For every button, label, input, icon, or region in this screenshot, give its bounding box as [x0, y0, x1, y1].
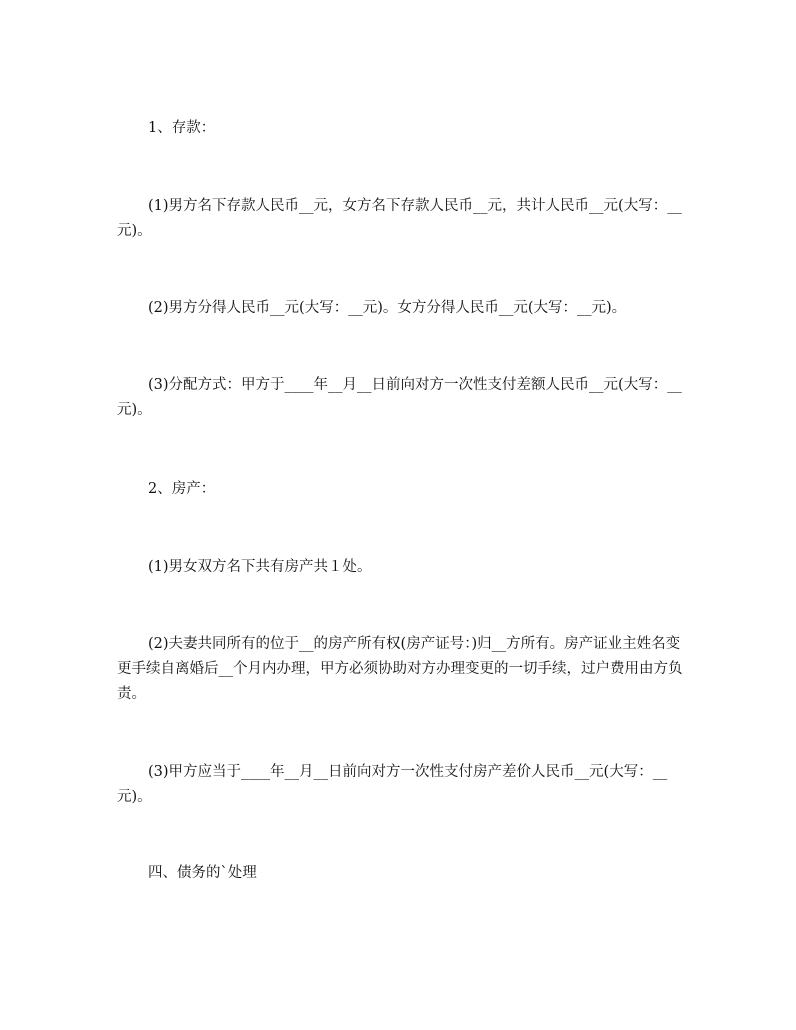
section-heading-debts: 四、债务的`处理 — [148, 865, 257, 881]
section-heading-deposits: 1、存款： — [148, 120, 216, 136]
deposit-clause-1: (1)男方名下存款人民币__元，女方名下存款人民币__元，共计人民币__元(大写：__元)。 — [117, 198, 682, 239]
deposit-clause-2: (2)男方分得人民币__元(大写：__元)。女方分得人民币__元(大写：__元)。 — [148, 300, 627, 316]
property-clause-2: (2)夫妻共同所有的位于__的房产所有权(房产证号：)归__方所有。房产证业主姓名变更手续自离婚后__个月内办理，甲方必须协助对方办理变更的一切手续，过户费用由方负责。 — [117, 636, 683, 702]
section-heading-property: 2、房产： — [148, 481, 216, 497]
property-clause-1: (1)男女双方名下共有房产共１处。 — [148, 559, 372, 575]
deposit-clause-3: (3)分配方式：甲方于____年__月__日前向对方一次性支付差额人民币__元(大写：__元)。 — [117, 377, 682, 418]
property-clause-3: (3)甲方应当于____年__月__日前向对方一次性支付房产差价人民币__元(大写：__元)。 — [117, 764, 668, 805]
